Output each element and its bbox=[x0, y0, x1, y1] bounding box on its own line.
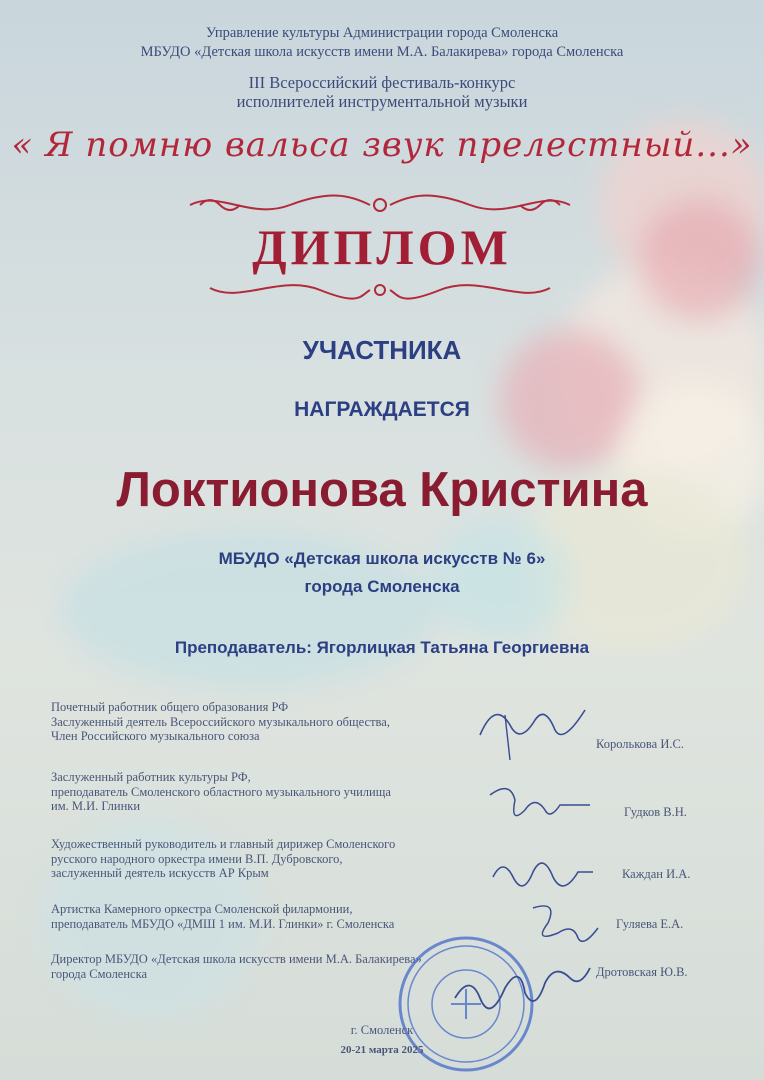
signatory-1-position: Почетный работник общего образования РФ Заслуженный деятель Всероссийского музыкального общества, Член Российского музыкального союза bbox=[51, 700, 390, 743]
signatory-3-position: Художественный руководитель и главный дирижер Смоленского русского народного оркестра имени В.П. Дубровского, заслуженный деятель искусств АР Крым bbox=[51, 837, 396, 880]
teacher-line: Преподаватель: Ягорлицкая Татьяна Георгиевна bbox=[174, 638, 590, 657]
signatory-5-position: Директор МБУДО «Детская школа искусств имени М.А. Балакирева» города Смоленска bbox=[51, 952, 422, 981]
footer-dates: 20-21 марта 2025 bbox=[340, 1044, 424, 1056]
organizer-line-1: Управление культуры Администрации города Смоленска bbox=[205, 25, 559, 41]
recipient-name: Локтионова Кристина bbox=[116, 463, 648, 517]
festival-title: « Я помню вальса звук прелестный...» bbox=[11, 125, 753, 165]
organizer-line-2: МБУДО «Детская школа искусств имени М.А. Балакирева» города Смоленска bbox=[140, 44, 624, 60]
school-line-1: МБУДО «Детская школа искусств № 6» bbox=[218, 549, 546, 568]
festival-line-2: исполнителей инструментальной музыки bbox=[236, 92, 528, 111]
signatory-3-name: Каждан И.А. bbox=[622, 867, 691, 881]
signatory-1-name: Королькова И.С. bbox=[596, 737, 684, 751]
signatory-2-name: Гудков В.Н. bbox=[624, 805, 687, 819]
signature-2 bbox=[485, 775, 595, 835]
signature-4 bbox=[525, 898, 605, 948]
festival-line-1: III Всероссийский фестиваль-конкурс bbox=[248, 73, 516, 92]
signatory-2-position: Заслуженный работник культуры РФ, преподаватель Смоленского областного музыкального училища им. М.И. Глинки bbox=[51, 770, 391, 813]
signature-3 bbox=[488, 852, 598, 892]
signatory-5-name: Дротовская Ю.В. bbox=[596, 965, 688, 979]
ornament-top bbox=[180, 190, 580, 220]
diploma-title: ДИПЛОМ bbox=[252, 219, 512, 275]
awarded-label: НАГРАЖДАЕТСЯ bbox=[294, 398, 470, 421]
signatory-4-position: Артистка Камерного оркестра Смоленской филармонии, преподаватель МБУДО «ДМШ 1 им. М.И. Глинки» г. Смоленска bbox=[51, 902, 395, 931]
participant-label: УЧАСТНИКА bbox=[302, 335, 462, 365]
ornament-bottom bbox=[200, 276, 560, 306]
footer-city: г. Смоленск bbox=[350, 1023, 414, 1037]
signatory-4-name: Гуляева Е.А. bbox=[616, 917, 684, 931]
school-line-2: города Смоленска bbox=[304, 577, 460, 596]
signature-1 bbox=[470, 695, 600, 765]
signature-5 bbox=[445, 958, 595, 1028]
